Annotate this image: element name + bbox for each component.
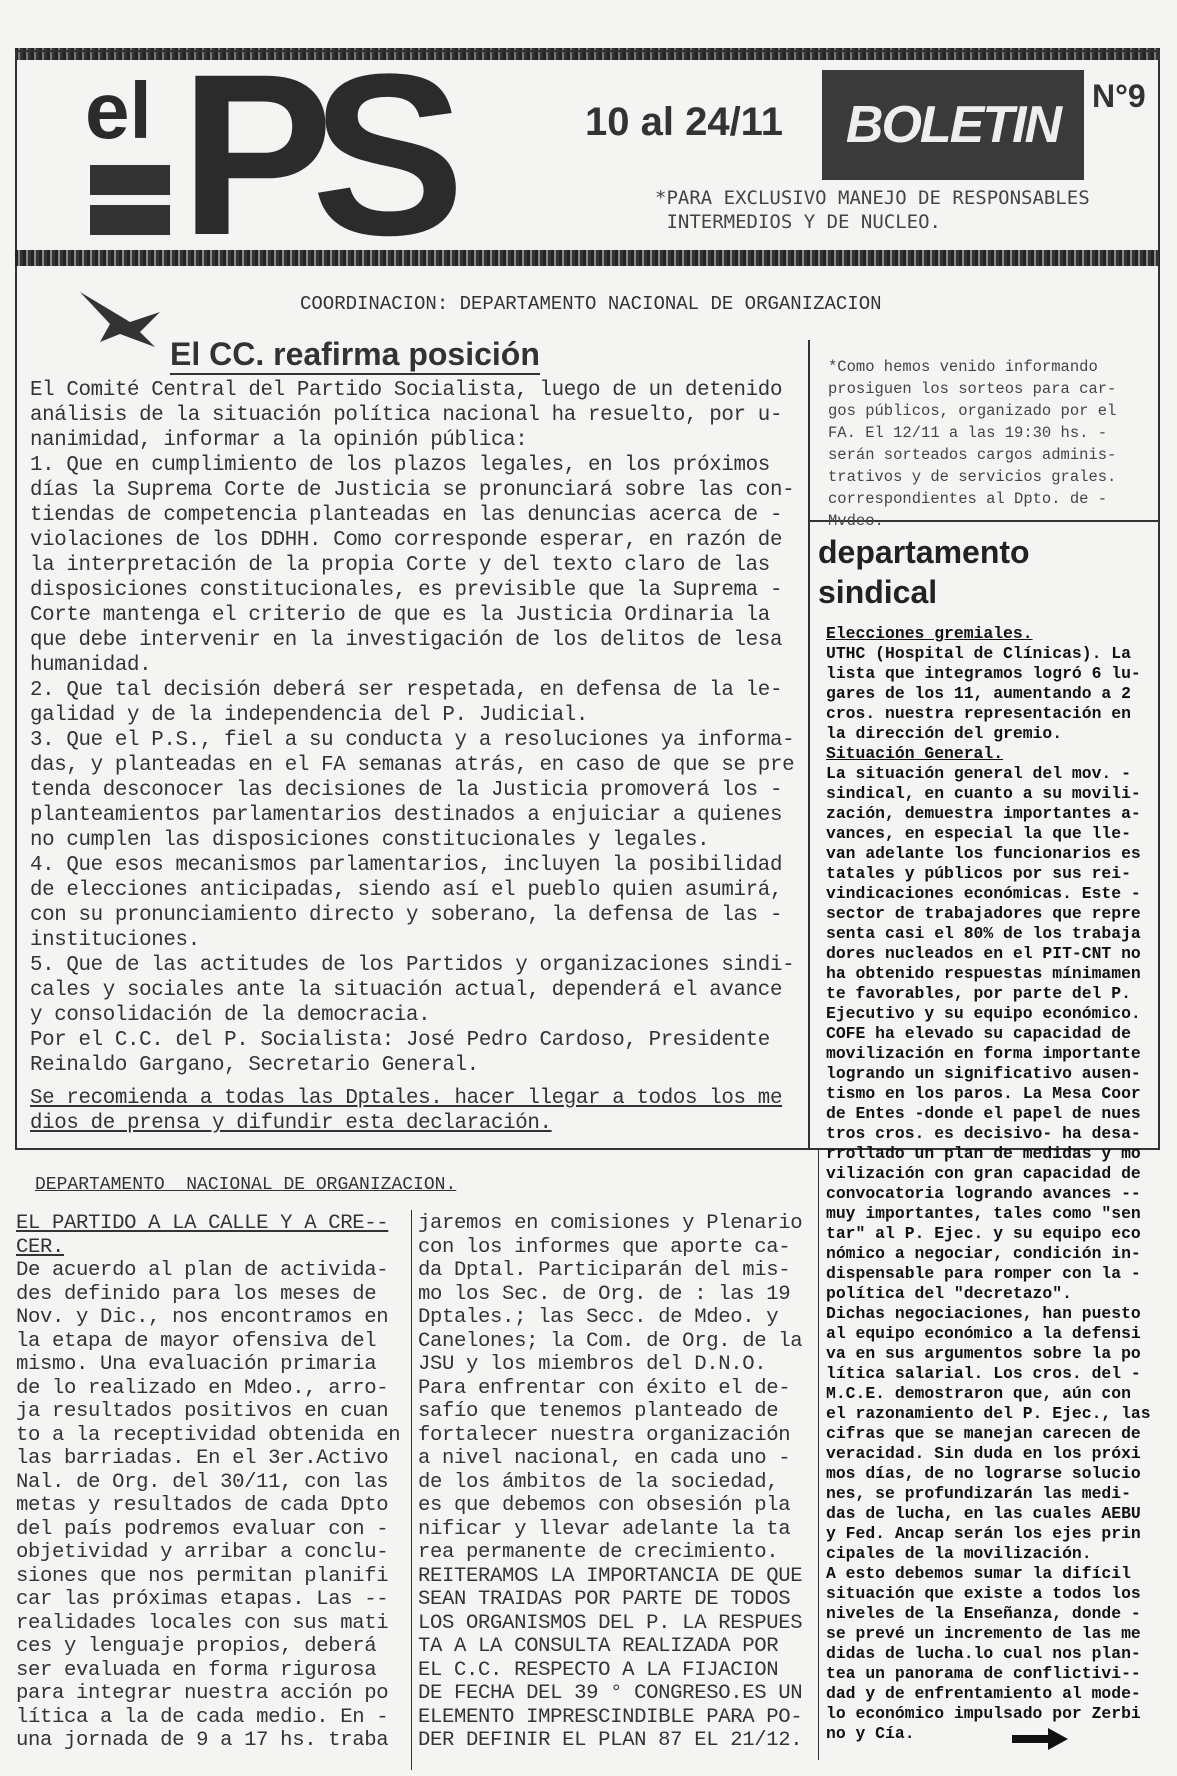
text-line: cros. nuestra representación en: [826, 704, 1131, 723]
date-range: 10 al 24/11: [585, 100, 783, 144]
text-line: las barriadas. En el 3er.Activo: [16, 1447, 389, 1470]
organizacion-col-2: [418, 1212, 802, 1753]
text-line: instituciones.: [30, 929, 200, 952]
text-line: de los ámbitos de la sociedad,: [418, 1470, 779, 1494]
article-body: [30, 378, 794, 1136]
text-line: violaciones de los DDHH. Como corresponde esperar, en razón de: [30, 529, 783, 552]
logo-box: [90, 205, 170, 235]
text-line: *Como hemos venido informando: [828, 358, 1098, 376]
text-line: objetividad y arribar a conclu-: [16, 1541, 389, 1564]
text-line: ha obtenido respuestas mínimamen: [826, 964, 1141, 983]
text-line: Dichas negociaciones, han puesto: [826, 1304, 1141, 1323]
organizacion-heading: DEPARTAMENTO NACIONAL DE ORGANIZACION.: [35, 1175, 457, 1195]
recommendation-line: Se recomienda a todas las Dptales. hacer llegar a todos los me: [30, 1087, 783, 1110]
text-line: al equipo económico a la defensi: [826, 1324, 1141, 1343]
text-line: gares de los 11, aumentando a 2: [826, 684, 1131, 703]
text-line: tiendas de competencia planteadas en las denuncias acerca de -: [30, 504, 783, 527]
section-title: [818, 532, 1030, 612]
text-line: de lo realizado en Mdeo., arro-: [16, 1376, 389, 1400]
text-line: car las próximas etapas. Las --: [16, 1588, 389, 1611]
ps-logo: [85, 26, 525, 283]
text-line: rrollado un plan de medidas y mo: [826, 1144, 1141, 1163]
text-line: dad y de enfrentamiento al mode-: [826, 1684, 1141, 1703]
text-line: sector de trabajadores que repre: [826, 904, 1141, 923]
coordination-line: COORDINACION: DEPARTAMENTO NACIONAL DE ORGANIZACION: [300, 293, 882, 315]
text-line: tea un panorama de conflictivi--: [826, 1664, 1141, 1683]
text-line: nanimidad, informar a la opinión pública:: [30, 429, 528, 452]
text-line: Corte mantenga el criterio de que es la Justicia Ordinaria la: [30, 604, 770, 627]
text-line: dispensable para romper con la -: [826, 1264, 1141, 1283]
text-line: Reinaldo Gargano, Secretario General.: [30, 1054, 479, 1077]
text-line: con su pronunciamiento directo y soberano, la defensa de las -: [30, 904, 783, 927]
text-line: senta casi el 80% de los trabaja: [826, 924, 1141, 943]
text-line: jaremos en comisiones y Plenario: [418, 1212, 803, 1235]
text-line: de elecciones anticipadas, siendo así el pueblo quien asumirá,: [30, 879, 783, 902]
text-line: tenda desconocer las decisiones de la Justicia promoverá los -: [30, 779, 783, 802]
logo-ps: PS: [180, 26, 443, 283]
text-line: das de lucha, en las cuales AEBU: [826, 1504, 1141, 1523]
text-line: situación que existe a todos los: [826, 1584, 1141, 1603]
text-line: humanidad.: [30, 654, 152, 677]
logo-el: el: [85, 66, 152, 155]
text-line: no y Cía.: [826, 1724, 915, 1743]
text-line: 2. Que tal decisión deberá ser respetada, en defensa de la le-: [30, 679, 783, 702]
text-line: ELEMENTO IMPRESCINDIBLE PARA PO-: [418, 1705, 803, 1729]
text-line: Dptales.; las Secc. de Mdeo. y: [418, 1306, 779, 1329]
text-line: la interpretación de la propia Corte y del texto claro de las: [30, 554, 770, 577]
text-line: to a la receptividad obtenida en: [16, 1423, 401, 1447]
text-line: con los informes que aporte ca-: [418, 1235, 791, 1259]
text-line: ser evaluada en forma rigurosa: [16, 1658, 377, 1682]
text-line: Mvdeo.: [828, 512, 884, 530]
text-line: tatales y públicos por sus rei-: [826, 864, 1131, 883]
text-line: Ejecutivo y su equipo económico.: [826, 1004, 1141, 1023]
text-line: cales y sociales ante la situación actual, dependerá el avance: [30, 979, 783, 1002]
text-line: van adelante los funcionarios es: [826, 844, 1141, 863]
issue-number: N°9: [1092, 78, 1146, 114]
text-line: una jornada de 9 a 17 hs. traba: [16, 1729, 389, 1752]
text-line: el razonamiento del P. Ejec., las: [826, 1404, 1151, 1423]
text-line: REITERAMOS LA IMPORTANCIA DE QUE: [418, 1564, 803, 1588]
article-title: El CC. reafirma posición: [170, 336, 540, 375]
text-line: cipales de la movilización.: [826, 1544, 1092, 1563]
text-line: veracidad. Sin duda en los próxi: [826, 1444, 1141, 1463]
text-line: para integrar nuestra acción po: [16, 1682, 389, 1705]
text-line: vilización con gran capacidad de: [826, 1164, 1141, 1183]
text-line: la dirección del gremio.: [826, 724, 1063, 743]
text-line: siones que nos permitan planifi: [16, 1564, 389, 1588]
continue-arrow-icon: [1010, 1727, 1070, 1751]
text-line: análisis de la situación política nacional ha resuelto, por u-: [30, 404, 783, 427]
text-line: cifras que se manejan carecen de: [826, 1424, 1141, 1443]
text-line: UTHC (Hospital de Clínicas). La: [826, 644, 1131, 663]
text-line: rea permanente de crecimiento.: [418, 1541, 779, 1564]
text-line: fortalecer nuestra organización: [418, 1423, 791, 1447]
text-line: tros cros. es decisivo- ha desa-: [826, 1124, 1141, 1143]
text-line: das, y planteadas en el FA semanas atrás, en caso de que se pre: [30, 754, 795, 777]
text-line: De acuerdo al plan de activida-: [16, 1259, 389, 1282]
text-line: zación, demuestra importantes a-: [826, 804, 1141, 823]
text-line: convocatoria logrando avances --: [826, 1184, 1141, 1203]
text-line: nificar y llevar adelante la ta: [418, 1517, 791, 1541]
text-line: correspondientes al Dpto. de -: [828, 490, 1108, 508]
text-line: TA A LA CONSULTA REALIZADA POR: [418, 1635, 779, 1658]
text-line: Para enfrentar con éxito el de-: [418, 1376, 791, 1400]
text-line: didas de lucha.lo cual nos plan-: [826, 1644, 1141, 1663]
text-line: des definido para los meses de: [16, 1282, 377, 1306]
text-line: del país podremos evaluar con -: [16, 1517, 389, 1541]
sidebar-left-rule: [818, 1150, 819, 1760]
organizacion-col-1: [16, 1212, 400, 1753]
text-line: lítica a la de cada medio. En -: [16, 1705, 389, 1729]
text-line: 4. Que esos mecanismos parlamentarios, incluyen la posibilidad: [30, 854, 783, 877]
text-line: tar" al P. Ejec. y su equipo eco: [826, 1224, 1141, 1243]
text-line: lista que integramos logró 6 lu-: [826, 664, 1141, 683]
text-line: 3. Que el P.S., fiel a su conducta y a resoluciones ya informa-: [30, 729, 795, 752]
text-line: nes, se profundizarán las medi-: [826, 1484, 1131, 1503]
text-line: realidades locales con sus mati: [16, 1611, 389, 1635]
text-line: Nal. de Org. del 30/11, con las: [16, 1470, 389, 1494]
text-line: EL C.C. RESPECTO A LA FIJACION: [418, 1658, 779, 1682]
text-line: se prevé un incremento de las me: [826, 1624, 1141, 1643]
sorteos-note: [828, 356, 1116, 532]
text-line: ces y lenguaje propios, deberá: [16, 1635, 377, 1658]
text-line: DE FECHA DEL 39 ° CONGRESO.ES UN: [418, 1682, 803, 1705]
text-line: metas y resultados de cada Dpto: [16, 1494, 389, 1517]
text-line: mo los Sec. de Org. de : las 19: [418, 1282, 791, 1306]
text-line: te favorables, por parte del P.: [826, 984, 1131, 1003]
text-line: safío que tenemos planteado de: [418, 1400, 779, 1423]
logo-box: [90, 165, 170, 195]
text-line: y Fed. Ancap serán los ejes prin: [826, 1524, 1141, 1543]
text-line: JSU y los miembros del D.N.O.: [418, 1353, 767, 1376]
text-line: serán sorteados cargos adminis-: [828, 446, 1117, 464]
text-line: gos públicos, organizado por el: [828, 402, 1117, 420]
text-line: de Entes -donde el papel de nues: [826, 1104, 1141, 1123]
arrow-bird-icon: [70, 272, 170, 352]
text-line: galidad y de la independencia del P. Judicial.: [30, 704, 588, 727]
section-title-line: sindical: [818, 574, 938, 610]
text-line: dores nucleados en el PIT-CNT no: [826, 944, 1141, 963]
text-line: da Dptal. Participarán del mis-: [418, 1259, 791, 1282]
text-line: A esto debemos sumar la difícil: [826, 1564, 1131, 1583]
column-divider: [808, 340, 810, 1150]
text-line: vances, en especial la que lle-: [826, 824, 1131, 843]
text-line: ja resultados positivos en cuan: [16, 1400, 389, 1423]
column-divider: [411, 1210, 412, 1770]
text-line: 5. Que de las actitudes de los Partidos y organizaciones sindi-: [30, 954, 795, 977]
text-line: nómico a negociar, condición in-: [826, 1244, 1141, 1263]
text-line: FA. El 12/11 a las 19:30 hs. -: [828, 424, 1108, 442]
text-line: DER DEFINIR EL PLAN 87 EL 21/12.: [418, 1729, 803, 1752]
text-line: no cumplen las disposiciones constitucionales y legales.: [30, 829, 710, 852]
text-line: tismo en los paros. La Mesa Coor: [826, 1084, 1141, 1103]
text-line: vindicaciones económicas. Este -: [826, 884, 1141, 903]
text-line: política del "decretazo".: [826, 1284, 1072, 1303]
text-line: COFE ha elevado su capacidad de: [826, 1024, 1131, 1043]
text-line: trativos y de servicios grales.: [828, 468, 1117, 486]
text-line: El Comité Central del Partido Socialista, luego de un detenido: [30, 379, 783, 402]
text-line: la etapa de mayor ofensiva del: [16, 1329, 377, 1353]
text-line: logrando un significativo ausen-: [826, 1064, 1141, 1083]
text-line: prosiguen los sorteos para car-: [828, 380, 1117, 398]
text-line: mismo. Una evaluación primaria: [16, 1353, 377, 1376]
text-line: planteamientos parlamentarios destinados a enjuiciar a quienes: [30, 804, 783, 827]
text-line: días la Suprema Corte de Justicia se pronunciará sobre las con-: [30, 479, 795, 502]
text-line: mos días, de no lograrse solucio: [826, 1464, 1141, 1483]
text-line: es que debemos con obsesión pla: [418, 1494, 791, 1517]
text-line: que debe intervenir en la investigación de los delitos de lesa: [30, 629, 783, 652]
text-line: niveles de la Enseñanza, donde -: [826, 1604, 1141, 1623]
sindical-body: [826, 624, 1151, 1744]
recommendation-line: dios de prensa y difundir esta declaración.: [30, 1112, 552, 1135]
text-line: Situación General.: [826, 744, 1004, 763]
text-line: SEAN TRAIDAS POR PARTE DE TODOS: [418, 1588, 791, 1611]
text-line: Nov. y Dic., nos encontramos en: [16, 1306, 389, 1329]
text-line: a nivel nacional, en cada uno -: [418, 1447, 791, 1470]
text-line: M.C.E. demostraron que, aún con: [826, 1384, 1131, 1403]
text-line: La situación general del mov. -: [826, 764, 1131, 783]
text-line: Canelones; la Com. de Org. de la: [418, 1329, 803, 1353]
bulletin-title: BOLETIN: [822, 70, 1084, 180]
text-line: CER.: [16, 1235, 65, 1259]
text-line: muy importantes, tales como "sen: [826, 1204, 1141, 1223]
text-line: EL PARTIDO A LA CALLE Y A CRE--: [16, 1212, 389, 1235]
text-line: LOS ORGANISMOS DEL P. LA RESPUES: [418, 1611, 803, 1635]
text-line: disposiciones constitucionales, es previsible que la Suprema -: [30, 579, 783, 602]
exclusive-note: *PARA EXCLUSIVO MANEJO DE RESPONSABLES INTERMEDIOS Y DE NUCLEO.: [655, 187, 1090, 233]
text-line: lo económico impulsado por Zerbi: [826, 1704, 1141, 1723]
section-title-line: departamento: [818, 534, 1030, 570]
text-line: sindical, en cuanto a su movili-: [826, 784, 1141, 803]
text-line: y consolidación de la democracia.: [30, 1004, 431, 1027]
text-line: movilización en forma importante: [826, 1044, 1141, 1063]
text-line: Por el C.C. del P. Socialista: José Pedro Cardoso, Presidente: [30, 1029, 770, 1052]
text-line: Elecciones gremiales.: [826, 624, 1033, 643]
text-line: 1. Que en cumplimiento de los plazos legales, en los próximos: [30, 454, 770, 477]
text-line: lítica salarial. Los cros. del -: [826, 1364, 1141, 1383]
text-line: va en sus argumentos sobre la po: [826, 1344, 1141, 1363]
